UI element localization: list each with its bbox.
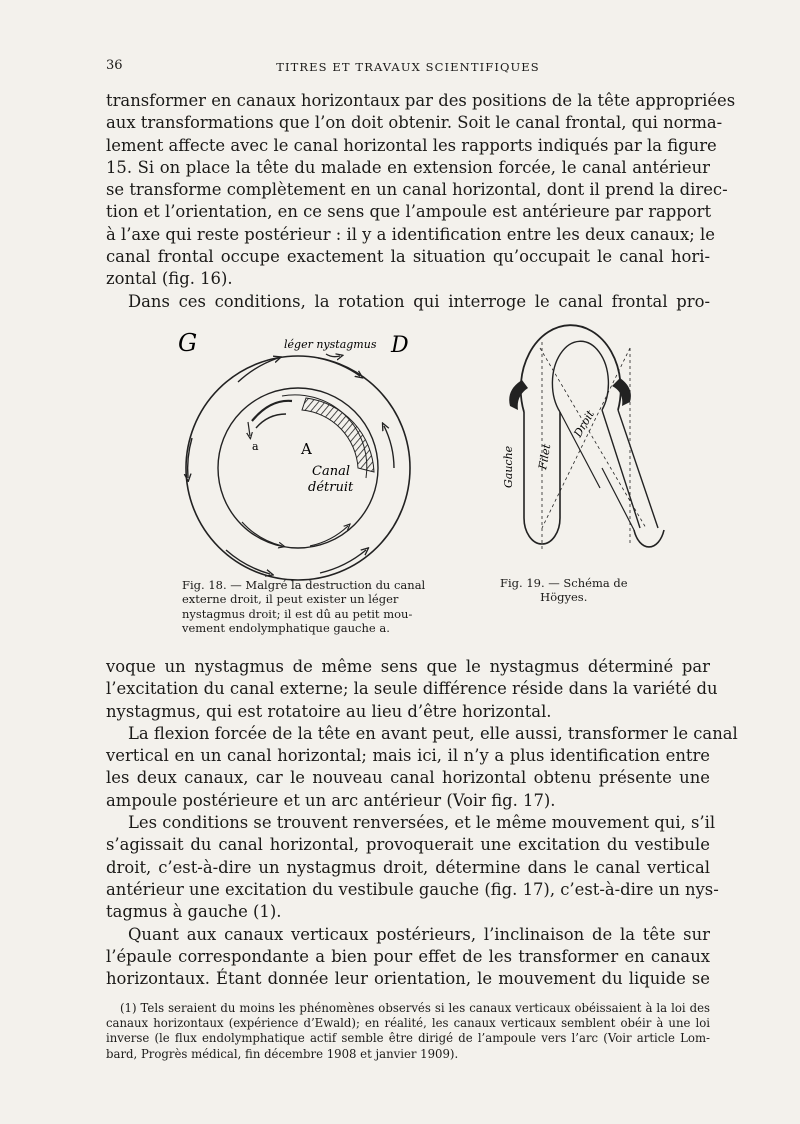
text-line: nystagmus, qui est rotatoire au lieu d’être horizontal.	[106, 701, 552, 721]
text-line: antérieur une excitation du vestibule gauche (fig. 17), c’est-à-dire un nys-	[106, 879, 719, 899]
text-line: canal frontal occupe exactement la situation qu’occupait le canal hori-	[106, 247, 710, 267]
figure-19-drawing	[502, 325, 664, 550]
label-small-a: a	[252, 440, 259, 453]
label-gauche: Gauche	[502, 445, 515, 488]
flow-arrow	[226, 550, 270, 574]
caption-line: Högyes.	[540, 590, 588, 605]
label-detruit: détruit	[308, 480, 354, 495]
text-line: se transforme complètement en un canal horizontal, dont il prend la direc-	[106, 180, 728, 200]
caption-line: externe droit, il peut exister un léger	[182, 592, 399, 607]
page-header	[106, 58, 710, 80]
top-arch	[521, 325, 621, 412]
footnote-line: (1) Tels seraient du moins les phénomènes observés si les canaux verticaux obéissaient à la loi des	[120, 1001, 710, 1015]
text-line: Quant aux canaux verticaux postérieurs, l’inclinaison de la tête sur	[128, 924, 710, 944]
ampulla-left-inner	[256, 414, 286, 428]
ampulla-right	[634, 530, 664, 547]
flow-arrow	[384, 426, 394, 468]
axis-lines	[542, 342, 630, 550]
text-line: lement affecte avec le canal horizontal les rapports indiqués par la figure	[106, 135, 717, 155]
ampulla-top-left	[509, 380, 528, 410]
label-nystagmus: léger nystagmus	[284, 338, 377, 351]
ampulla-top-right	[612, 378, 631, 406]
footnote-line: canaux horizontaux (expérience d’Ewald); en réalité, les canaux verticaux semblent obéir à une loi	[106, 1016, 710, 1031]
text-line: vertical en un canal horizontal; mais ici, il n’y a plus identification entre	[106, 746, 710, 766]
ampulla-left	[252, 401, 292, 421]
text-line: transformer en canaux horizontaux par des positions de la tête appropriées	[106, 91, 736, 110]
text-line: voque un nystagmus de même sens que le nystagmus déterminé par	[106, 657, 710, 676]
footnote-line: inverse (le flux endolymphatique actif semble être dirigé de l’ampoule vers l’arc (Voir article Lom-	[106, 1031, 710, 1046]
text-line: zontal (fig. 16).	[106, 269, 233, 289]
text-line: horizontaux. Étant donnée leur orientation, le mouvement du liquide se	[106, 969, 710, 989]
text-line: les deux canaux, car le nouveau canal horizontal obtenu présente une	[106, 768, 710, 788]
flow-arrow	[242, 522, 282, 546]
text-line: ampoule postérieure et un arc antérieur (Voir fig. 17).	[106, 790, 556, 810]
outer-ring	[186, 356, 410, 580]
text-line: s’agissait du canal horizontal, provoquerait une excitation du vestibule	[106, 835, 710, 855]
label-big-a: A	[301, 440, 312, 458]
flow-arrow	[318, 358, 360, 376]
figures-row	[160, 318, 680, 648]
text-line: tagmus à gauche (1).	[106, 902, 282, 922]
label-canal: Canal	[312, 464, 350, 479]
text-line: Les conditions se trouvent renversées, et le même mouvement qui, s’il	[128, 813, 716, 833]
flow-arrow	[248, 422, 250, 436]
text-line: 15. Si on place la tête du malade en extension forcée, le canal antérieur	[106, 157, 710, 177]
nystagmus-arrow	[326, 354, 340, 357]
figure-19-caption	[500, 576, 628, 605]
footnote-line: bard, Progrès médical, fin décembre 1908 et janvier 1909).	[106, 1046, 459, 1061]
paragraph-2	[106, 656, 738, 990]
caption-line: Fig. 18. — Malgré la destruction du canal	[182, 578, 426, 592]
canal-right-inner	[602, 410, 640, 528]
caption-line: vement endolymphatique gauche a.	[182, 620, 390, 635]
label-right-d: D	[391, 333, 409, 358]
text-line: Dans ces conditions, la rotation qui interroge le canal frontal pro-	[128, 291, 710, 311]
label-droit: Droit	[571, 408, 597, 440]
footnote	[106, 1001, 710, 1062]
text-line: droit, c’est-à-dire un nystagmus droit, détermine dans le canal vertical	[106, 857, 710, 877]
caption-line: nystagmus droit; il est dû au petit mou-	[182, 606, 413, 621]
text-line: l’épaule correspondante a bien pour effet de les transformer en canaux	[106, 946, 710, 966]
flow-arrow	[310, 526, 348, 546]
page-number: 36	[106, 58, 123, 73]
inner-ring	[218, 388, 378, 548]
top-arch-inner	[552, 341, 608, 412]
caption-line: Fig. 19. — Schéma de	[500, 576, 628, 590]
label-left-g: G	[178, 329, 198, 357]
label-filet: Filet	[536, 443, 554, 471]
text-line: La flexion forcée de la tête en avant peut, elle aussi, transformer le canal	[128, 723, 738, 743]
text-line: l’excitation du canal externe; la seule différence réside dans la variété du	[106, 679, 718, 699]
text-line: tion et l’orientation, en ce sens que l’ampoule est antérieure par rapport	[106, 202, 712, 222]
destroyed-canal	[302, 398, 374, 472]
text-line: aux transformations que l’on doit obtenir. Soit le canal frontal, qui norma-	[106, 113, 723, 133]
paragraph-1	[106, 90, 736, 313]
text-line: à l’axe qui reste postérieur : il y a identification entre les deux canaux; le	[106, 224, 715, 244]
figure-18-caption	[182, 578, 425, 635]
running-title: TITRES ET TRAVAUX SCIENTIFIQUES	[276, 60, 540, 74]
